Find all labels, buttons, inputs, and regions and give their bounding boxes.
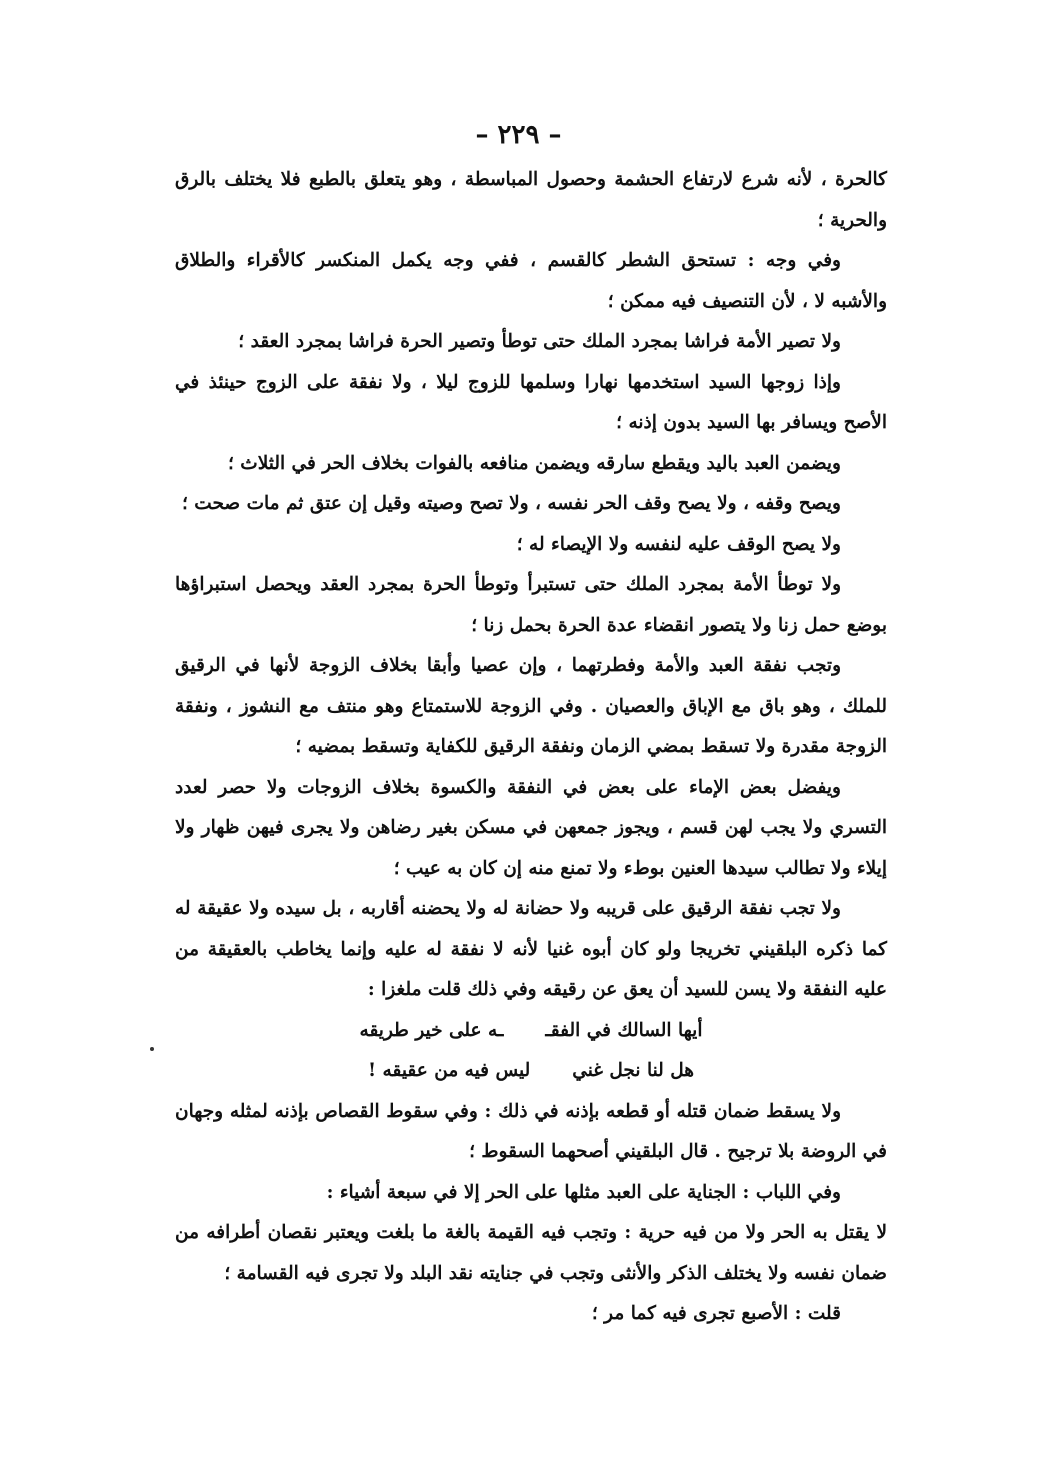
poem-hemistich-first: أيها السالك في الفقـ xyxy=(545,1019,703,1041)
paragraph: قلت : الأصبع تجرى فيه كما مر ؛ xyxy=(591,1303,841,1324)
poem-hemistich-second: ليس فيه من عقيقه ! xyxy=(367,1060,531,1081)
scan-speck xyxy=(150,1047,154,1051)
paragraph: وفي اللباب : الجناية على العبد مثلها على الحر إلا في سبعة أشياء : xyxy=(326,1181,841,1203)
paragraph: ولا يصح الوقف عليه لنفسه ولا الإيصاء له ؛ xyxy=(516,533,841,555)
paragraph: وتجب نفقة العبد والأمة وفطرتهما ، وإن عصيا وأبقا بخلاف الزوجة لأنها في الرقيق للملك ، وهو باق مع الإباق والعصيان . وفي الزوجة للاستمتاع وهو منتف مع النشوز ، ونفقة الزوجة مقدرة ولا تسقط بمضي الزمان ونفقة الرقيق للكفاية وتسقط بمضيه ؛ xyxy=(175,655,887,757)
paragraph: ولا يسقط ضمان قتله أو قطعه بإذنه في ذلك : وفي سقوط القصاص بإذنه لمثله وجهان في الروضة بلا ترجيح . قال البلقيني أصحهما السقوط ؛ xyxy=(175,1100,887,1162)
paragraph: ويصح وقفه ، ولا يصح وقف الحر نفسه ، ولا تصح وصيته وقيل إن عتق ثم مات صحت ؛ xyxy=(181,493,841,514)
paragraph: وفي وجه : تستحق الشطر كالقسم ، ففي وجه يكمل المنكسر كالأقراء والطلاق والأشبه لا ، لأن التنصيف فيه ممكن ؛ xyxy=(175,250,887,312)
paragraph: لا يقتل به الحر ولا من فيه حرية : وتجب فيه القيمة بالغة ما بلغت ويعتبر نقصان أطرافه من ضمان نفسه ولا يختلف الذكر والأنثى وتجب في جنايته نقد البلد ولا تجرى فيه القسامة ؛ xyxy=(175,1222,887,1284)
poem-hemistich-second: ـه على خير طريقه xyxy=(359,1019,504,1041)
paragraph: ويضمن العبد باليد ويقطع سارقه ويضمن منافعه بالفوات بخلاف الحر في الثلاث ؛ xyxy=(227,452,841,474)
paragraph: كالحرة ، لأنه شرع لارتفاع الحشمة وحصول المباسطة ، وهو يتعلق بالطبع فلا يختلف بالرق والحرية ؛ xyxy=(175,169,887,231)
paragraph: وإذا زوجها السيد استخدمها نهارا وسلمها للزوج ليلا ، ولا نفقة على الزوج حينئذ في الأصح ويسافر بها السيد بدون إذنه ؛ xyxy=(175,371,887,433)
page-number: – ٢٢٩ – xyxy=(475,120,562,150)
paragraph: ولا تجب نفقة الرقيق على قريبه ولا حضانة له ولا يحضنه أقاربه ، بل سيده ولا عقيقة له كما ذكره البلقيني تخريجا ولو كان أبوه غنيا لأنه لا نفقة له عليه وإنما يخاطب بالعقيقة من عليه النفقة ولا يسن للسيد أن يعق عن رقيقه وفي ذلك قلت ملغزا : xyxy=(175,898,887,1000)
paragraph: ويفضل بعض الإماء على بعض في النفقة والكسوة بخلاف الزوجات ولا حصر لعدد التسري ولا يجب لهن قسم ، ويجوز جمعهن في مسكن بغير رضاهن ولا يجرى فيهن ظهار ولا إيلاء ولا تطالب سيدها العنين بوطء ولا تمنع منه إن كان به عيب ؛ xyxy=(175,776,887,879)
paragraph: ولا تصير الأمة فراشا بمجرد الملك حتى توطأ وتصير الحرة فراشا بمجرد العقد ؛ xyxy=(238,331,841,352)
body-text xyxy=(175,160,887,1335)
poem-verse xyxy=(175,1051,887,1092)
paragraph: ولا توطأ الأمة بمجرد الملك حتى تستبرأ وتوطأ الحرة بمجرد العقد ويحصل استبراؤها بوضع حمل زنا ولا يتصور انقضاء عدة الحرة بحمل زنا ؛ xyxy=(175,574,887,636)
poem-verse xyxy=(175,1011,887,1052)
poem-hemistich-first: هل لنا نجل غني xyxy=(572,1060,695,1081)
